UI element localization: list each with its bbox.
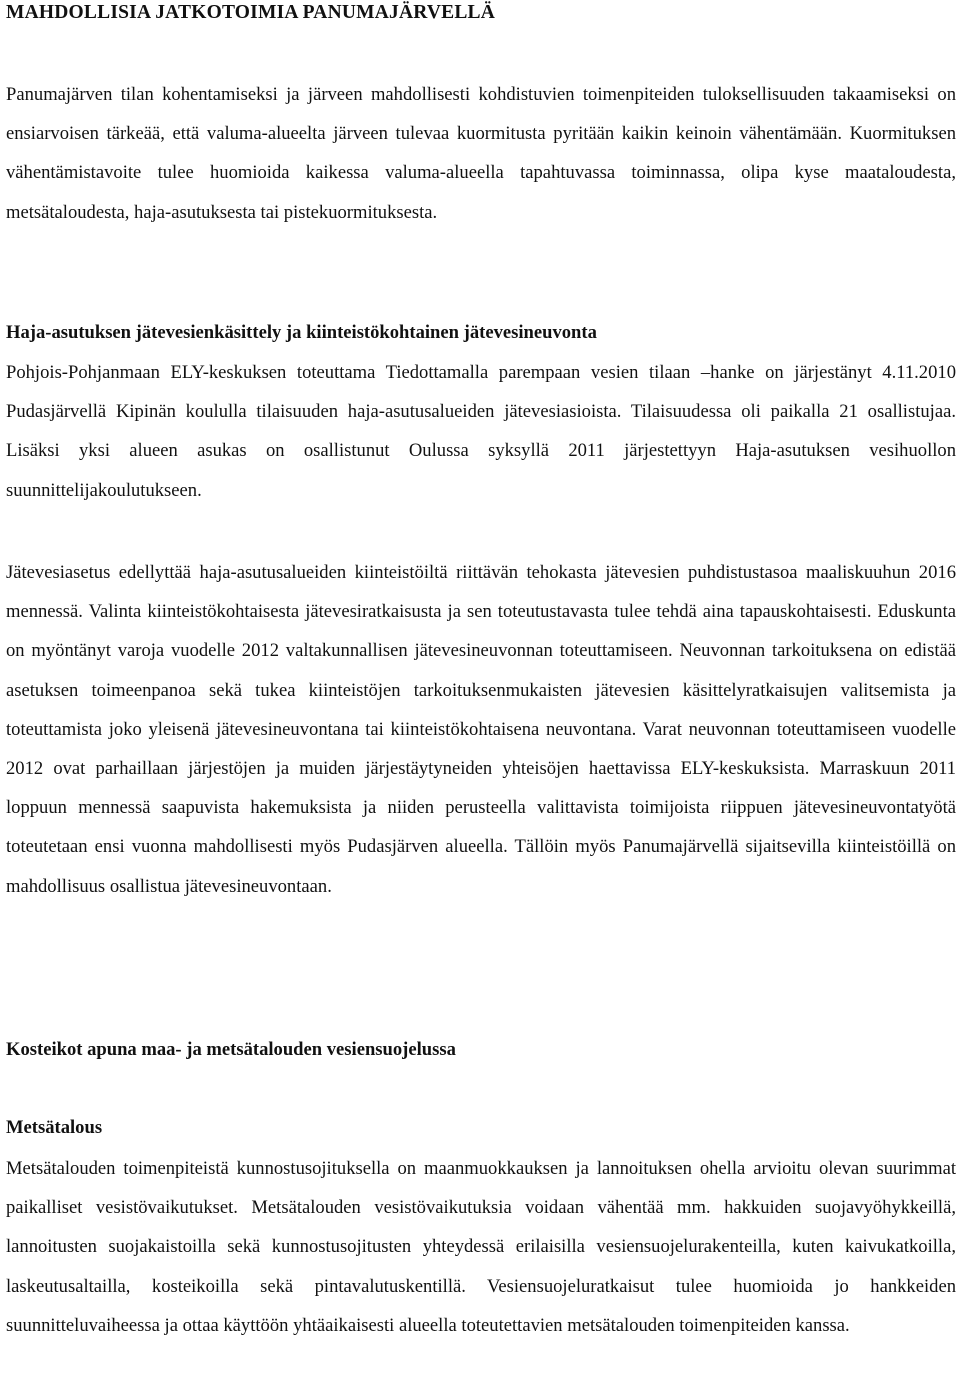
section-heading-wastewater: Haja-asutuksen jätevesienkäsittely ja kiinteistökohtainen jätevesineuvonta bbox=[6, 322, 597, 343]
wastewater-paragraph-1: Pohjois-Pohjanmaan ELY-keskuksen toteuttama Tiedottamalla parempaan vesien tilaan –hanke on järjestänyt 4.11.2010 Pudasjärvellä Kipinän koululla tilaisuuden haja-asutusalueiden jätevesiasioista. Tilaisuudessa oli paikalla 21 osallistujaa. Lisäksi yksi alueen asukas on osallistunut Oulussa syksyllä 2011 järjestettyyn Haja-asutuksen vesihuollon suunnittelijakoulutukseen. bbox=[6, 362, 956, 501]
section-heading-wetlands: Kosteikot apuna maa- ja metsätalouden vesiensuojelussa bbox=[6, 1039, 456, 1060]
intro-paragraph: Panumajärven tilan kohentamiseksi ja järveen mahdollisesti kohdistuvien toimenpiteiden tuloksellisuuden takaamiseksi on ensiarvoisen tärkeää, että valuma-alueelta järveen tulevaa kuormitusta pyritään kaikin keinoin vähentämään. Kuormituksen vähentämistavoite tulee huomioida kaikessa valuma-alueella tapahtuvassa toiminnassa, olipa kyse maataloudesta, metsätaloudesta, haja-asutuksesta tai pistekuormituksesta. bbox=[6, 84, 956, 223]
subheading-forestry: Metsätalous bbox=[6, 1117, 103, 1138]
page-title: MAHDOLLISIA JATKOTOIMIA PANUMAJÄRVELLÄ bbox=[6, 2, 496, 23]
forestry-paragraph: Metsätalouden toimenpiteistä kunnostusojituksella on maanmuokkauksen ja lannoituksen ohella arvioitu olevan suurimmat paikalliset vesistövaikutukset. Metsätalouden vesistövaikutuksia voidaan vähentää mm. hakkuiden suojavyöhykkeillä, lannoitusten suojakaistoilla sekä kunnostusojitusten yhteydessä erilaisilla vesiensuojelurakenteilla, kuten kaivukatkoilla, laskeutusaltailla, kosteikoilla sekä pintavalutuskentillä. Vesiensuojeluratkaisut tulee huomioida jo hankkeiden suunnitteluvaiheessa ja ottaa käyttöön yhtäaikaisesti alueella toteutettavien metsätalouden toimenpiteiden kanssa. bbox=[6, 1158, 956, 1336]
wastewater-paragraph-2: Jätevesiasetus edellyttää haja-asutusalueiden kiinteistöiltä riittävän tehokasta jätevesien puhdistustasoa maaliskuuhun 2016 mennessä. Valinta kiinteistökohtaisesta jätevesiratkaisusta ja sen toteutustavasta tulee tehdä aina tapauskohtaisesti. Eduskunta on myöntänyt varoja vuodelle 2012 valtakunnallisen jätevesineuvonnan toteuttamiseen. Neuvonnan tarkoituksena on edistää asetuksen toimeenpanoa sekä tukea kiinteistöjen tarkoituksenmukaisten jätevesien käsittelyratkaisujen valitsemista ja toteuttamista joko yleisenä jätevesineuvontana tai kiinteistökohtaisena neuvontana. Varat neuvonnan toteuttamiseen vuodelle 2012 ovat parhaillaan järjestöjen ja muiden järjestäytyneiden yhteisöjen haettavissa ELY-keskuksista. Marraskuun 2011 loppuun mennessä saapuvista hakemuksista ja niiden perusteella valittavista toimijoista riippuen jätevesineuvontatyötä toteutetaan ensi vuonna mahdollisesti myös Pudasjärven alueella. Tällöin myös Panumajärvellä sijaitsevilla kiinteistöillä on mahdollisuus osallistua jätevesineuvontaan. bbox=[6, 562, 956, 897]
